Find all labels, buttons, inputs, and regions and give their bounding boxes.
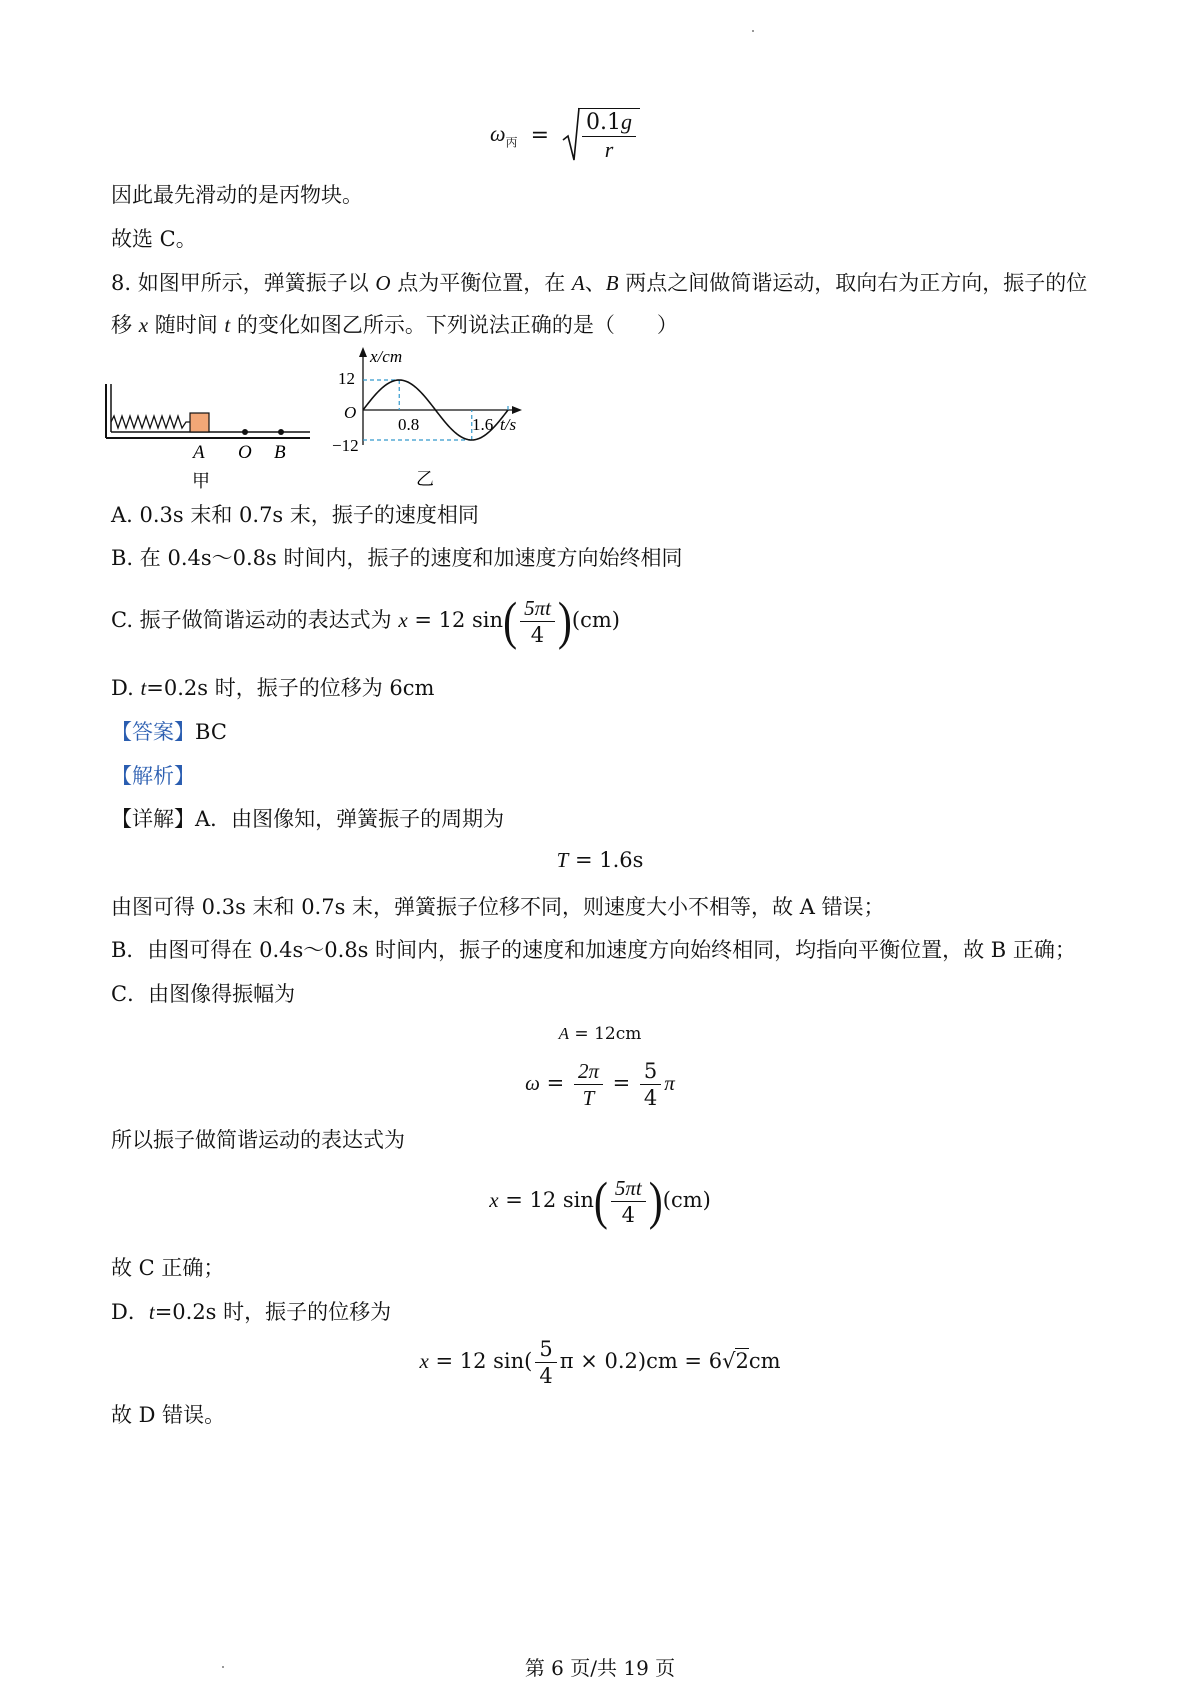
q8-var-x: x [138, 313, 149, 337]
omega-den1: T [582, 1086, 595, 1110]
question-8-line-1 [111, 268, 1087, 298]
option-C-text: C. 振子做简谐运动的表达式为 [111, 608, 392, 632]
expr-num: 5πt [611, 1175, 646, 1202]
point-O-dot [242, 429, 248, 435]
calc-num: 5 [535, 1336, 556, 1363]
expr-den: 4 [530, 623, 545, 647]
detail-C-intro: C．由图像得振幅为 [111, 982, 296, 1006]
omega-den2: 4 [643, 1086, 658, 1110]
period-formula [0, 848, 1200, 873]
omega-sym: ω [525, 1071, 540, 1095]
origin-label: O [344, 403, 357, 422]
q8-point-O: O [375, 271, 391, 295]
formula-numerator-var: g [621, 108, 632, 134]
label-B: B [274, 442, 286, 463]
q8-var-t: t [224, 313, 231, 337]
q8-text: 8. 如图甲所示，弹簧振子以 [111, 271, 376, 295]
label-O: O [238, 442, 252, 463]
tick-y-neg12: −12 [332, 436, 359, 455]
label-A: A [193, 442, 205, 463]
detail-A-text: A．由图像知，弹簧振子的周期为 [195, 807, 505, 831]
amplitude-formula [0, 1024, 1200, 1044]
period-T: T [556, 848, 569, 872]
expr-num: 5πt [520, 595, 555, 622]
figure-yi-xt-graph [330, 345, 560, 495]
option-D [111, 673, 434, 703]
expr-den: 4 [621, 1203, 635, 1227]
omega-calc: ω = $\frac{2\pi}{T}$ = $\frac{5}{4}$ π [525, 1059, 675, 1110]
calc-part-b: π × 0.2)cm = 6 [559, 1349, 723, 1373]
period-eq: = 1.6s [568, 848, 644, 872]
detail-C-conclusion: 故 C 正确； [111, 1256, 225, 1280]
option-D-text: =0.2s 时，振子的位移为 6cm [146, 676, 435, 700]
figure-jia-spring-oscillator [100, 380, 320, 500]
option-D-t: t [140, 676, 147, 700]
option-A: A. 0.3s 末和 0.7s 末，振子的速度相同 [111, 503, 479, 527]
q8-text: 、 [584, 271, 606, 295]
formula-numerator: 0.1 [586, 109, 621, 135]
caption-jia: 甲 [192, 471, 210, 492]
omega-formula: $\omega_丙$ = $\frac{0.1g}{r}$ [490, 106, 640, 164]
formula-denominator: r [604, 136, 614, 162]
calc-part-c: cm [748, 1349, 781, 1373]
omega-num1: 2π [574, 1058, 603, 1085]
page-footer: 第 6 页/共 19 页 [524, 1656, 676, 1680]
detail-C-expr-intro: 所以振子做简谐运动的表达式为 [111, 1128, 405, 1152]
amp-eq: = 12cm [569, 1024, 642, 1044]
q8-text: 的变化如图乙所示。下列说法正确的是（ ） [230, 313, 678, 337]
detail-D-text: =0.2s 时，振子的位移为 [154, 1300, 392, 1324]
amp-var: A [558, 1024, 570, 1043]
option-D-text: D. [111, 676, 141, 700]
tick-x-0.8: 0.8 [398, 415, 420, 434]
conclusion-text: 因此最先滑动的是丙物块。 [111, 183, 363, 207]
answer-value: BC [195, 720, 227, 744]
detail-A-text: 由图可得 0.3s 末和 0.7s 末，弹簧振子位移不同，则速度大小不相等，故 A 错误； [111, 895, 885, 919]
detail-D-conclusion: 故 D 错误。 [111, 1403, 226, 1427]
q8-text: 点为平衡位置，在 [390, 271, 572, 295]
q8-text: 两点之间做简谐运动，取向右为正方向，振子的位 [618, 271, 1088, 295]
scan-speck [752, 30, 754, 32]
omega-num2: 5 [640, 1058, 661, 1085]
option-B: B. 在 0.4s～0.8s 时间内，振子的速度和加速度方向始终相同 [111, 546, 683, 570]
caption-yi: 乙 [416, 469, 434, 490]
scan-speck [222, 1666, 224, 1668]
expr-x: x [398, 608, 408, 632]
calc-den: 4 [539, 1364, 553, 1388]
calc-part-a: = 12 sin( [428, 1349, 533, 1373]
answer-tag: 【答案】 [111, 720, 195, 744]
expression-display: x = 12 sin( $\frac{5\pi t}{4}$ )(cm) [489, 1172, 711, 1231]
expr-x: x [489, 1188, 499, 1212]
q8-text: 随时间 [148, 313, 225, 337]
expr-unit: (cm) [662, 1188, 711, 1212]
analysis-tag: 【解析】 [111, 764, 195, 788]
tick-x-1.6: 1.6 [472, 415, 494, 434]
q8-text: 移 [111, 313, 139, 337]
calc-x: x [419, 1349, 429, 1373]
option-C: C. 振子做简谐运动的表达式为 x = 12 sin( $\frac{5\pi t}{4}$ )(cm) [111, 592, 620, 651]
calc-root: 2 [735, 1349, 749, 1373]
question-8-line-2 [111, 310, 678, 340]
y-axis-label: x/cm [370, 347, 403, 366]
detail-A-intro [111, 804, 504, 834]
detail-D-intro [111, 1297, 391, 1327]
displacement-calc: x = 12 sin( $\frac{5}{4}$ π × 0.2)cm = 6√2cm [419, 1337, 781, 1388]
spring [111, 416, 190, 428]
detail-D-text: D． [111, 1300, 149, 1324]
expr-unit: (cm) [571, 608, 620, 632]
oscillator-block [190, 413, 209, 432]
expr-eq: = 12 sin [498, 1188, 594, 1212]
detail-B-text: B．由图可得在 0.4s～0.8s 时间内，振子的速度和加速度方向始终相同，均指向平衡位置，故 B 正确； [111, 938, 1076, 962]
omega-symbol: ω [490, 121, 506, 146]
q8-point-A: A [571, 271, 585, 295]
answer-line [111, 717, 227, 747]
expr-eq: = 12 sin [407, 608, 504, 632]
omega-subscript: 丙 [505, 135, 518, 150]
tick-y-12: 12 [338, 369, 355, 388]
x-axis-label: t/s [500, 415, 517, 434]
prev-answer-text: 故选 C。 [111, 227, 197, 251]
detail-D-t: t [148, 1300, 155, 1324]
point-B-dot [278, 429, 284, 435]
detail-tag: 【详解】 [111, 807, 195, 831]
omega-tail: π [664, 1071, 675, 1095]
q8-point-B: B [605, 271, 619, 295]
